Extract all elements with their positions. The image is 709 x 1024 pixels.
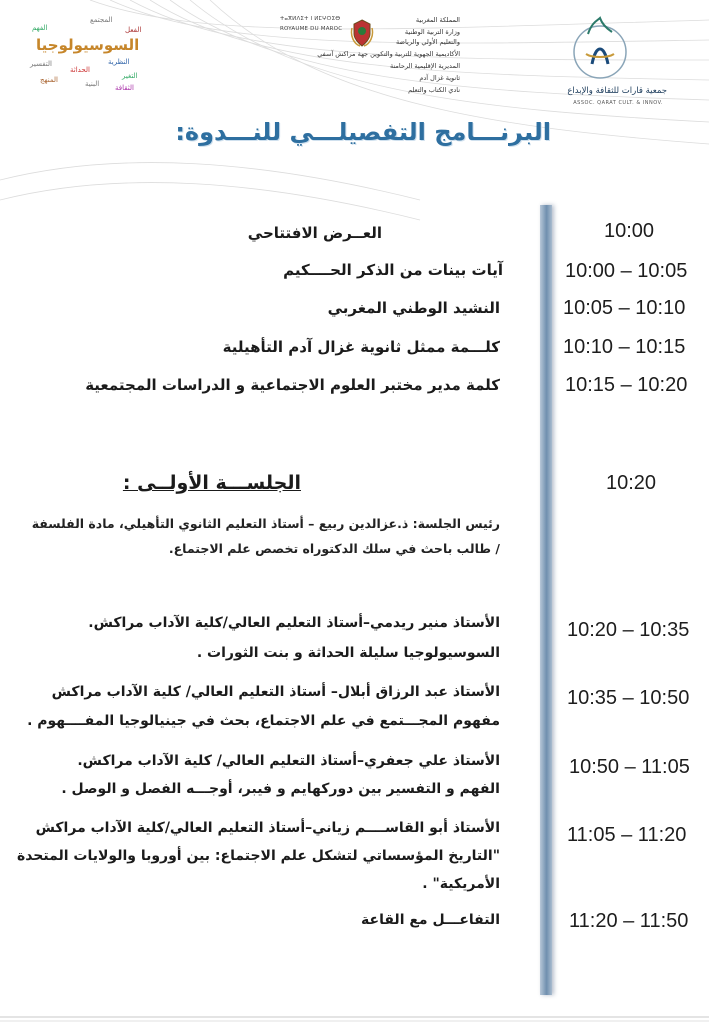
schedule-item: كلمة مدير مختبر العلوم الاجتماعية و الدراسات المجتمعية bbox=[85, 376, 500, 394]
talk-line: الفهم و التفسير بين دوركهايم و فيبر، أوجـــه الفصل و الوصل . bbox=[61, 781, 500, 797]
talk-line: الأستاذ أبو القاســــم زياني–أستاذ التعليم العالي/كلية الآداب مراكش bbox=[35, 820, 500, 836]
ministry-arabic-line: ثانوية غزال آدم bbox=[419, 74, 460, 82]
talk-line: الأستاذ علي جعفري–أستاذ التعليم العالي/ كلية الآداب مراكش. bbox=[77, 753, 500, 769]
ministry-arabic-line: الأكاديمية الجهوية للتربية والتكوين جهة مراكش آسفي bbox=[317, 50, 460, 58]
wordcloud-word: الثقافة bbox=[115, 84, 134, 92]
schedule-item: العــرض الافتتاحي bbox=[247, 224, 382, 242]
talk-time: 11:05 – 11:20 bbox=[567, 824, 687, 846]
schedule-time: 10:10 – 10:15 bbox=[563, 336, 686, 358]
ministry-arabic-line: نادي الكتاب والتعلم bbox=[408, 86, 460, 94]
timeline-bar bbox=[540, 205, 552, 995]
wordcloud-word: البنية bbox=[85, 80, 100, 88]
wordcloud-title: السوسيولوجيا bbox=[36, 36, 140, 54]
talk-line: التفاعـــل مع القاعة bbox=[361, 912, 500, 928]
schedule-item: كلـــمة ممثل ثانوية غزال آدم التأهيلية bbox=[222, 338, 500, 356]
wordcloud-word: الفعل bbox=[125, 26, 142, 34]
schedule-time: 10:15 – 10:20 bbox=[565, 374, 688, 396]
schedule-item: النشيد الوطني المغربي bbox=[327, 299, 500, 317]
ministry-arabic-line: المملكة المغربية bbox=[415, 16, 460, 24]
moroccan-emblem-icon bbox=[350, 18, 374, 48]
association-name: جمعية قارات للثقافة والإبداع bbox=[567, 86, 667, 96]
schedule-time: 10:00 – 10:05 bbox=[565, 260, 688, 282]
wordcloud-word: النظرية bbox=[108, 58, 130, 66]
session-chair-line: رئيس الجلسة: ذ.عزالدين ربيع – أستاذ التعليم الثانوي التأهيلي، مادة الفلسفة bbox=[31, 516, 500, 531]
ministry-arabic-line: والتعليم الأولي والرياضة bbox=[396, 38, 460, 46]
session-time: 10:20 bbox=[606, 472, 657, 494]
association-emblem-icon bbox=[570, 14, 630, 84]
session-chair-line: / طالب باحث في سلك الدكتوراه تخصص علم الاجتماع. bbox=[168, 541, 500, 556]
schedule-time: 10:05 – 10:10 bbox=[563, 297, 686, 319]
program-title: البرنـــامج التفصيلـــي للنـــدوة: bbox=[175, 118, 551, 146]
ministry-arabic-line: وزارة التربية الوطنية bbox=[404, 28, 460, 36]
schedule-time: 10:00 bbox=[604, 220, 655, 242]
schedule-item: آيات بينات من الذكر الحــــكيم bbox=[283, 261, 503, 279]
ministry-latin-line: ROYAUME DU MAROC bbox=[280, 26, 343, 32]
talk-time: 11:20 – 11:50 bbox=[569, 910, 689, 932]
ministry-latin-line: ⵜⴰⴳⵍⴷⵉⵜ ⵏ ⵍⵎⵖⵔⵉⴱ bbox=[280, 16, 341, 22]
association-latin-name: ASSOC. QARAT CULT. & INNOV. bbox=[573, 100, 663, 106]
talk-line: "التاريخ المؤسساتي لتشكل علم الاجتماع: بين أوروبا والولايات المتحدة bbox=[16, 848, 500, 864]
wordcloud-word: الفهم bbox=[32, 24, 48, 32]
talk-time: 10:35 – 10:50 bbox=[567, 687, 690, 709]
talk-time: 10:20 – 10:35 bbox=[567, 619, 690, 641]
sociology-wordcloud-logo bbox=[30, 14, 150, 94]
wordcloud-word: التغير bbox=[122, 72, 138, 80]
talk-time: 10:50 – 11:05 bbox=[569, 756, 690, 778]
wordcloud-word: الحداثة bbox=[70, 66, 90, 74]
talk-line: الأستاذ عبد الرزاق أبلال– أستاذ التعليم العالي/ كلية الآداب مراكش bbox=[51, 684, 500, 700]
association-logo bbox=[545, 14, 685, 104]
talk-line: الأمريكية" . bbox=[422, 876, 500, 892]
session-title: الجلســـة الأولــى : bbox=[122, 472, 301, 494]
wordcloud-word: المجتمع bbox=[90, 16, 113, 24]
ministry-arabic-line: المديرية الإقليمية الرحامنة bbox=[389, 62, 460, 70]
talk-line: الأستاذ منير ريدمي–أستاذ التعليم العالي/كلية الآداب مراكش. bbox=[88, 615, 500, 631]
wordcloud-word: المنهج bbox=[40, 76, 58, 84]
talk-line: السوسيولوجيا سليلة الحداثة و بنت الثورات . bbox=[196, 645, 500, 661]
decorative-bottom-strip bbox=[0, 1010, 709, 1024]
wordcloud-word: التفسير bbox=[30, 60, 52, 68]
talk-line: مفهوم المجـــتمع في علم الاجتماع، بحث في جينيالوجيا المفــــهوم . bbox=[27, 713, 500, 729]
